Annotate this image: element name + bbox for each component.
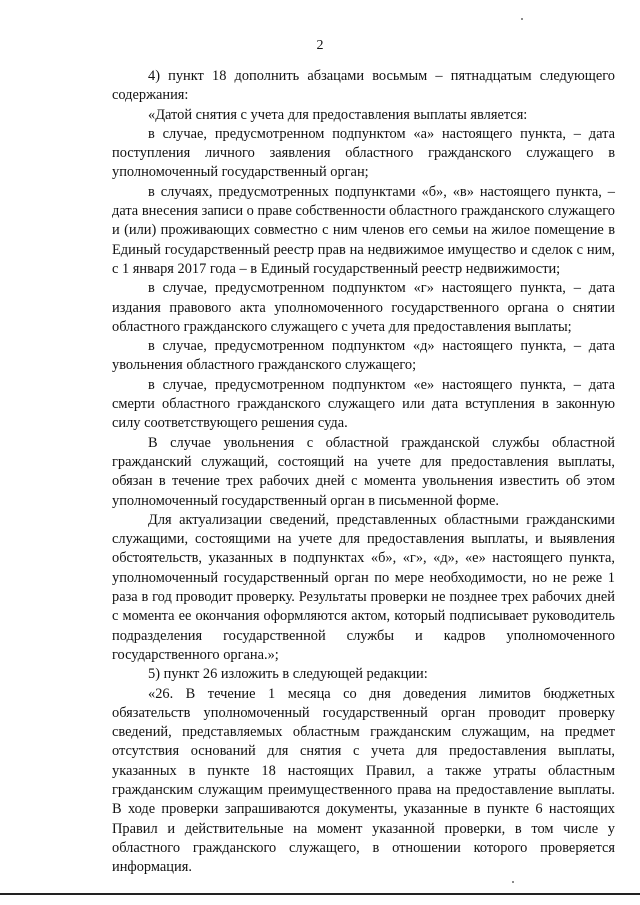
paragraph-verification: Для актуализации сведений, представленных областными гражданскими служащими, состоящими на учете для предоставления выплаты, и выявления обстоятельств, указанных в подпунктах «б», «г», «д», «е» настоящего пункта, уполномоченный государственный орган по мере необходимости, но не реже 1 раза в год проводит проверку. Результаты проверки не позднее трех рабочих дней с момента ее окончания оформляются актом, который подписывает руководитель подразделения государственной службы и кадров уполномоченного государственного органа.»; xyxy=(112,511,615,663)
document-body xyxy=(112,67,615,877)
paragraph-dismissal-notice: В случае увольнения с областной гражданской службы областной гражданский служащий, состоящий на учете для предоставления выплаты, обязан в течение трех рабочих дней с момента увольнения известить об этом уполномоченный государственный орган в письменной форме. xyxy=(112,434,615,509)
paragraph-subitem-a: в случае, предусмотренном подпунктом «а» настоящего пункта, – дата поступления личного заявления областного гражданского служащего в уполномоченный государственный орган; xyxy=(112,125,615,181)
paragraph-deregistration-date-intro: «Датой снятия с учета для предоставления выплаты является: xyxy=(148,106,528,123)
paragraph-subitem-e: в случае, предусмотренном подпунктом «е» настоящего пункта, – дата смерти областного гражданского служащего или дата вступления в законную силу соответствующего решения суда. xyxy=(112,376,615,432)
paragraph-subitem-g: в случае, предусмотренном подпунктом «г» настоящего пункта, – дата издания правового акта уполномоченного государственного органа о снятии областного гражданского служащего с учета для предоставления выплаты; xyxy=(112,280,615,335)
paragraph-subitem-d: в случае, предусмотренном подпунктом «д» настоящего пункта, – дата увольнения областного гражданского служащего; xyxy=(112,338,615,374)
scan-bottom-edge xyxy=(0,893,640,895)
paragraph-item-26: «26. В течение 1 месяца со дня доведения лимитов бюджетных обязательств уполномоченный государственный орган проводит проверку сведений, представляемых областным гражданским служащим, на предмет отсутствия оснований для снятия с учета для предоставления выплаты, указанных в пункте 18 настоящих Правил, а также утраты областным гражданским служащим преимущественного права на предоставление выплаты. В ходе проверки запрашиваются документы, указанные в пункте 6 настоящих Правил и действительные на момент указанной проверки, в том числе у областного гражданского служащего, в отношении которого проверяется информация. xyxy=(112,685,615,876)
scan-speck xyxy=(512,881,514,883)
paragraph-subitems-b-v: в случаях, предусмотренных подпунктами «б», «в» настоящего пункта, – дата внесения записи о праве собственности областного гражданского служащего и (или) проживающих совместно с ним членов его семьи на жилое помещение в Единый государственный реестр прав на недвижимое имущество и сделок с ним, с 1 января 2017 года – в Единый государственный реестр недвижимости; xyxy=(112,183,615,277)
paragraph-item-4-intro: 4) пункт 18 дополнить абзацами восьмым – пятнадцатым следующего содержания: xyxy=(112,68,615,104)
paragraph-item-5-intro: 5) пункт 26 изложить в следующей редакции: xyxy=(148,666,428,683)
scan-speck xyxy=(521,18,523,20)
page-number: 2 xyxy=(316,38,324,53)
